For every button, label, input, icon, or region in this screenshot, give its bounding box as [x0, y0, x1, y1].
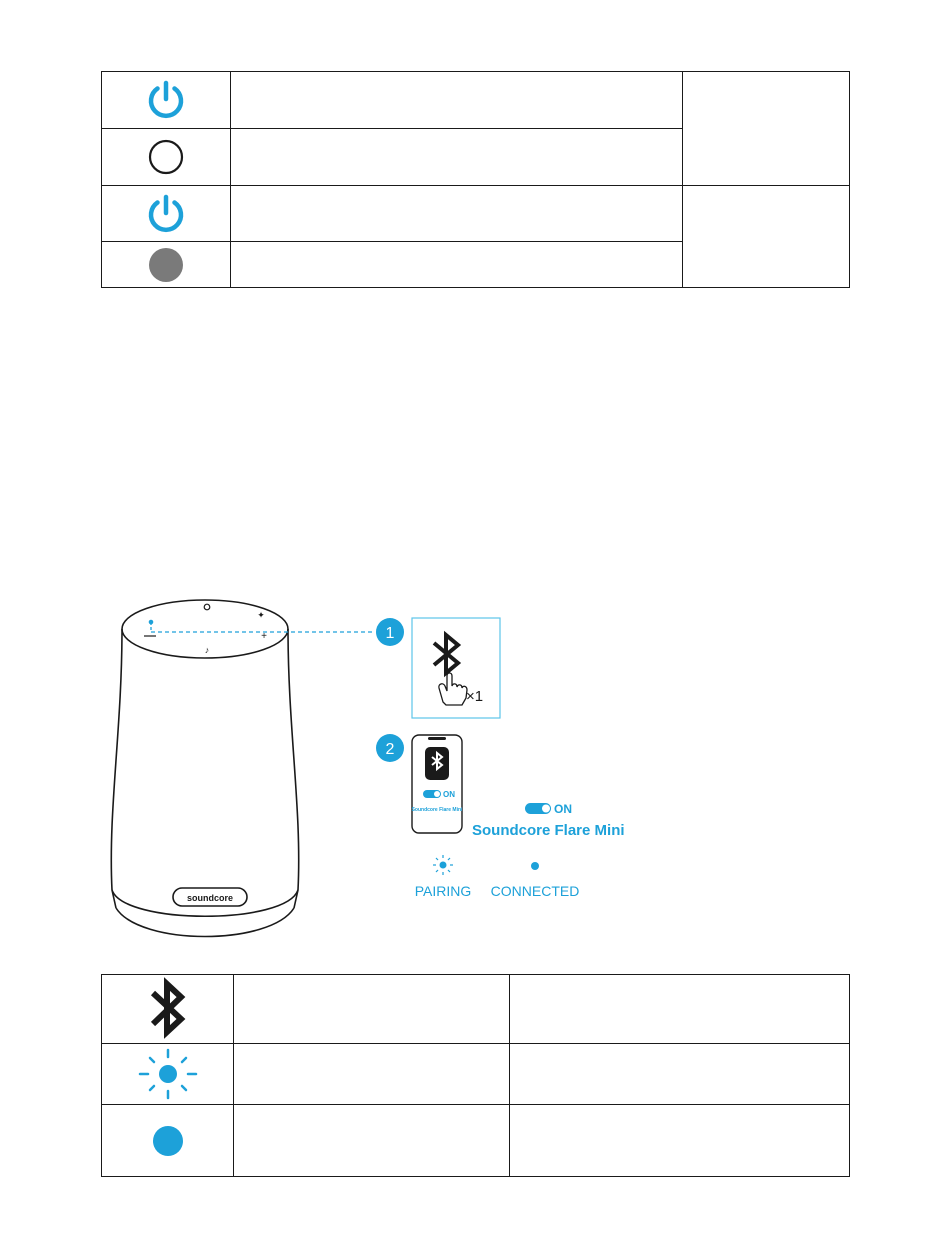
phone-device-name: Soundcore Flare Mini: [411, 807, 463, 813]
power-row-3-text: [231, 186, 683, 242]
bt-row-2-col2: [234, 1044, 510, 1105]
circle-outline-icon: [146, 137, 186, 177]
bt-row-3-col3: [510, 1105, 850, 1177]
volume-up-button-icon: +: [261, 631, 267, 642]
bluetooth-pairing-illustration: [100, 590, 640, 950]
toggle-label: ON: [554, 802, 572, 816]
power-row-4-icon-cell: [102, 242, 231, 288]
bluetooth-indicator-table: [101, 974, 850, 1177]
press-count: ×1: [466, 688, 484, 705]
power-group-2-text: [683, 186, 850, 288]
power-row-2-text: [231, 129, 683, 186]
power-icon: [144, 192, 188, 236]
bt-row-1-col3: [510, 975, 850, 1044]
step-1-number: 1: [385, 625, 395, 642]
power-row-4-text: [231, 242, 683, 288]
volume-up-icon: ✦: [257, 610, 265, 620]
power-row-1-text: [231, 72, 683, 129]
bt-row-1-icon-cell: [102, 975, 234, 1044]
phone-toggle-label: ON: [443, 790, 455, 799]
pairing-label: PAIRING: [414, 883, 472, 899]
blinking-blue-light-icon: [136, 1044, 200, 1104]
connected-light-icon: [531, 862, 539, 870]
solid-blue-light-icon: [150, 1123, 186, 1159]
power-icon: [144, 78, 188, 122]
device-name: Soundcore Flare Mini: [472, 822, 625, 839]
power-row-1-icon-cell: [102, 72, 231, 129]
bt-row-3-icon-cell: [102, 1105, 234, 1177]
power-row-3-icon-cell: [102, 186, 231, 242]
bt-row-2-icon-cell: [102, 1044, 234, 1105]
filled-grey-circle-icon: [146, 245, 186, 285]
bt-row-2-col3: [510, 1044, 850, 1105]
speaker-logo: soundcore: [186, 893, 234, 903]
step-2-number: 2: [385, 741, 395, 758]
bt-row-3-col2: [234, 1105, 510, 1177]
bluetooth-on-toggle: [525, 803, 551, 814]
power-group-1-text: [683, 72, 850, 186]
connected-label: CONNECTED: [490, 883, 580, 899]
pairing-light-icon: [433, 855, 453, 875]
power-row-2-icon-cell: [102, 129, 231, 186]
power-indicator-table: [101, 71, 850, 288]
play-button-icon: ♪: [204, 645, 210, 655]
bluetooth-icon: [146, 976, 190, 1042]
phone-illustration: [412, 735, 462, 833]
bt-row-1-col2: [234, 975, 510, 1044]
